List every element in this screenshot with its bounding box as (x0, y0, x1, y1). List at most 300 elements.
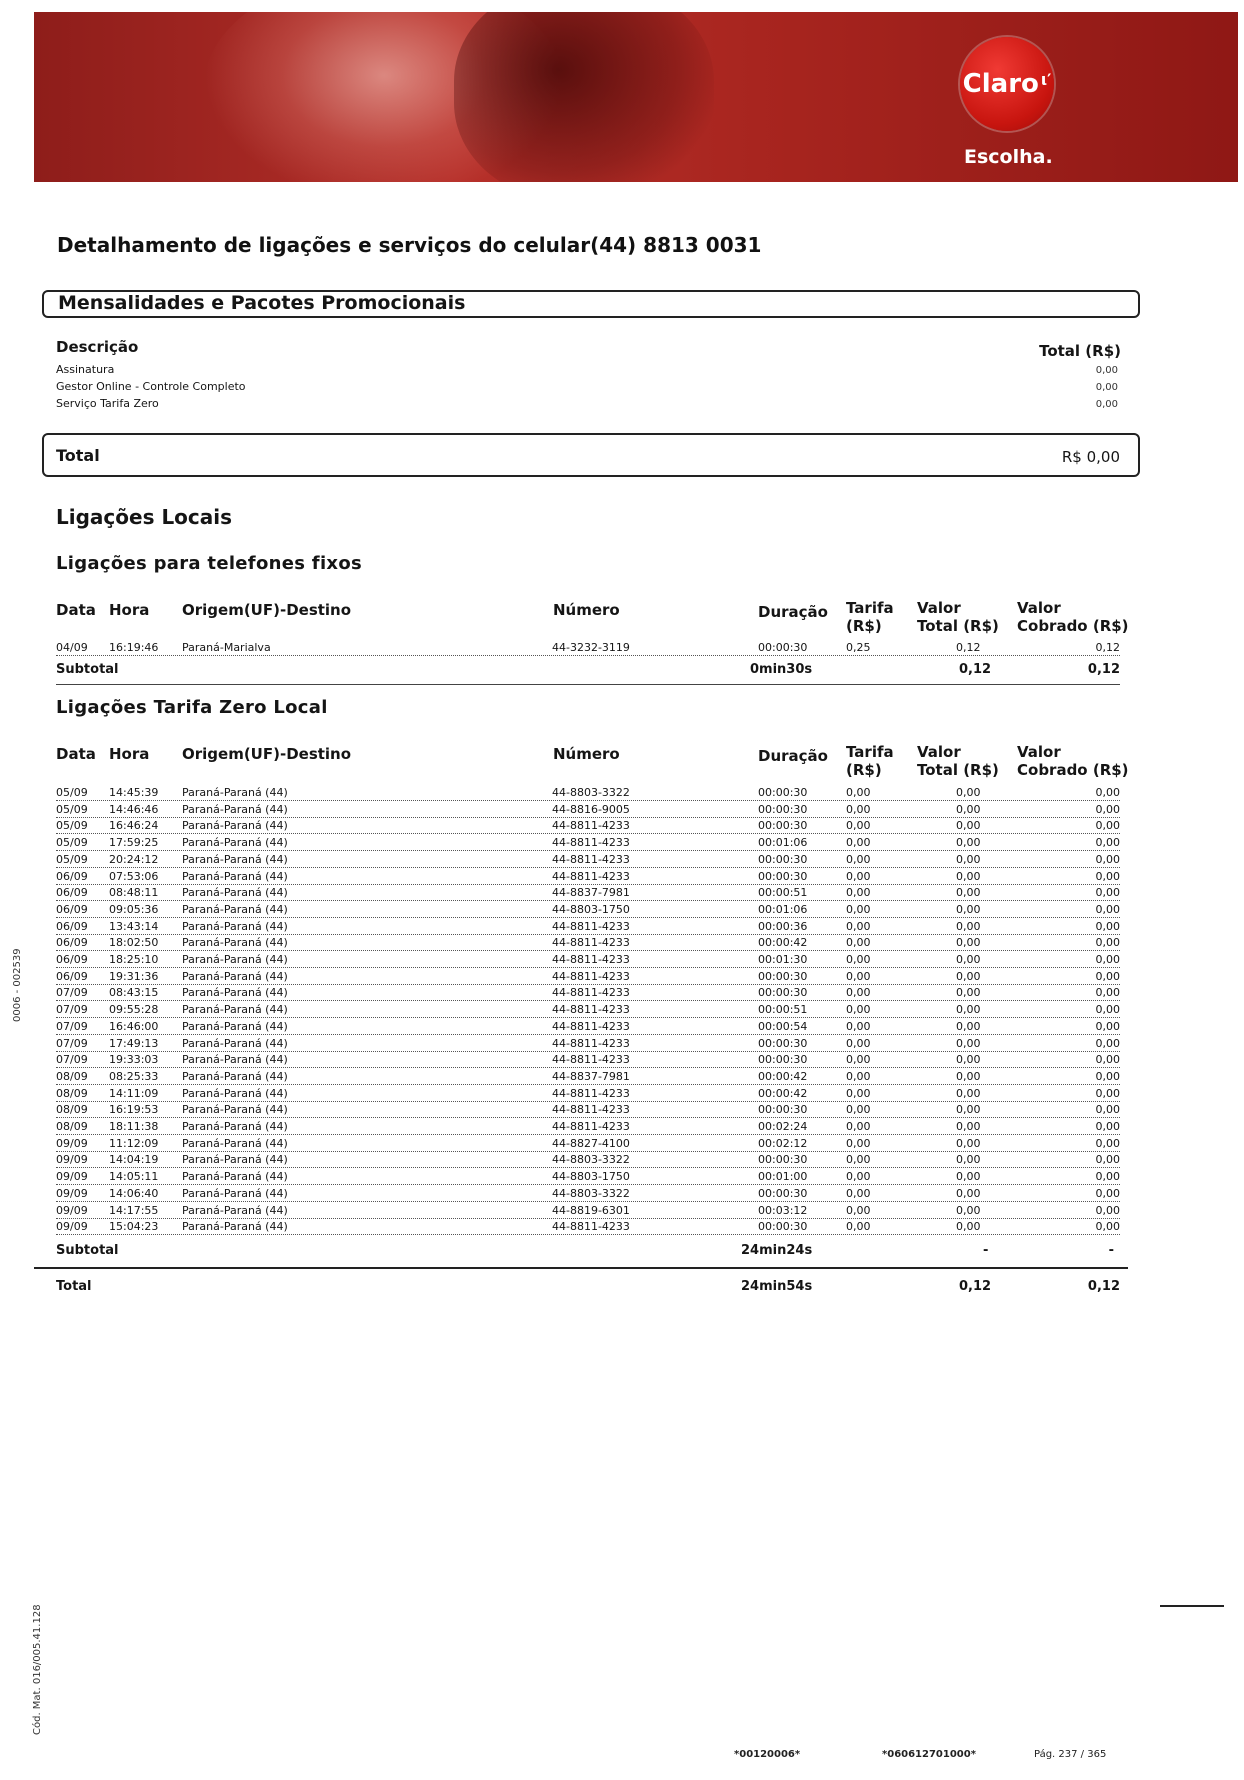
table-row (56, 1034, 1120, 1052)
cell-duracao: 00:00:30 (758, 986, 808, 1000)
cell-duracao: 00:00:54 (758, 1019, 808, 1033)
header-valor-cobrado (1017, 743, 1129, 779)
cell-duracao: 00:00:30 (758, 1036, 808, 1050)
cell-valor-cobrado: 0,00 (1095, 1069, 1120, 1083)
cell-data: 07/09 (56, 1003, 88, 1017)
ligacoes-locais-title: Ligações Locais (56, 505, 233, 529)
cell-hora: 18:25:10 (109, 953, 159, 966)
cell-valor-total: 0,00 (956, 1103, 981, 1117)
cell-tarifa: 0,00 (846, 1136, 871, 1150)
page-title: Detalhamento de ligações e serviços do celular(44) 8813 0031 (57, 233, 762, 257)
mensalidades-total-box (42, 433, 1140, 477)
cell-hora: 11:12:09 (109, 1136, 159, 1150)
cell-origem-destino: Paraná-Paraná (44) (182, 953, 288, 966)
subtotal-label: Subtotal (56, 1243, 119, 1258)
cell-origem-destino: Paraná-Paraná (44) (182, 1120, 288, 1133)
cell-valor-total: 0,00 (956, 1120, 981, 1133)
cell-hora: 19:33:03 (109, 1053, 159, 1067)
cell-origem-destino: Paraná-Paraná (44) (182, 786, 288, 799)
cell-tarifa: 0,00 (846, 1019, 871, 1033)
cell-numero: 44-3232-3119 (552, 641, 630, 654)
mensalidades-header-box (42, 290, 1140, 318)
cell-valor-cobrado: 0,00 (1095, 1103, 1120, 1117)
cell-valor-total: 0,00 (956, 1203, 981, 1217)
cell-numero: 44-8811-4233 (552, 1220, 630, 1234)
table-row (56, 1084, 1120, 1102)
cell-valor-cobrado: 0,00 (1095, 1053, 1120, 1067)
subtotal-valor-total: 0,12 (959, 662, 992, 677)
cell-hora: 17:59:25 (109, 836, 159, 850)
cell-duracao: 00:00:51 (758, 1003, 808, 1017)
cell-data: 09/09 (56, 1186, 88, 1200)
cell-valor-total: 0,00 (956, 1136, 981, 1150)
cell-valor-total: 0,00 (956, 969, 981, 983)
header-tarifa-line1: Tarifa (846, 743, 894, 761)
cell-numero: 44-8837-7981 (552, 886, 630, 900)
header-valor-total (917, 743, 999, 779)
cell-data: 04/09 (56, 641, 88, 654)
cell-tarifa: 0,00 (846, 786, 871, 799)
cell-tarifa: 0,00 (846, 1053, 871, 1067)
header-tarifa (846, 599, 894, 635)
subtotal-valor-cobrado: - (1108, 1243, 1114, 1258)
cell-valor-cobrado: 0,00 (1095, 969, 1120, 983)
cell-hora: 13:43:14 (109, 919, 159, 933)
cell-origem-destino: Paraná-Paraná (44) (182, 1003, 288, 1017)
cell-hora: 14:17:55 (109, 1203, 159, 1217)
cell-numero: 44-8803-3322 (552, 786, 630, 799)
subtotal-duracao: 24min24s (741, 1243, 813, 1258)
cell-valor-cobrado: 0,00 (1095, 869, 1120, 883)
footer-code-2: *060612701000* (882, 1749, 976, 1760)
header-valor-cobrado-line1: Valor (1017, 743, 1061, 761)
cell-origem-destino: Paraná-Paraná (44) (182, 802, 288, 816)
header-numero: Número (553, 745, 620, 763)
cell-valor-cobrado: 0,00 (1095, 802, 1120, 816)
table-row (56, 867, 1120, 885)
cell-valor-total: 0,00 (956, 869, 981, 883)
cell-tarifa: 0,00 (846, 1120, 871, 1133)
header-valor-total-line2: Total (R$) (917, 617, 999, 635)
total-valor-total: 0,12 (959, 1279, 992, 1294)
side-material-code: Cód. Mat. 016/005.41.128 (32, 1604, 43, 1735)
cell-tarifa: 0,00 (846, 1086, 871, 1100)
cell-data: 05/09 (56, 836, 88, 850)
total-label: Total (56, 446, 100, 465)
total-duracao: 24min54s (741, 1279, 813, 1294)
table-row (56, 967, 1120, 985)
total-value: R$ 0,00 (1061, 448, 1120, 466)
cell-valor-cobrado: 0,00 (1095, 953, 1120, 966)
table-row (56, 1201, 1120, 1219)
cell-origem-destino: Paraná-Paraná (44) (182, 969, 288, 983)
cell-numero: 44-8811-4233 (552, 1036, 630, 1050)
cell-data: 06/09 (56, 953, 88, 966)
cell-tarifa: 0,00 (846, 936, 871, 950)
cell-data: 05/09 (56, 786, 88, 799)
cell-origem-destino: Paraná-Paraná (44) (182, 1153, 288, 1167)
cell-tarifa: 0,00 (846, 869, 871, 883)
table-row (56, 900, 1120, 918)
fee-value: 0,00 (1095, 399, 1118, 410)
cell-numero: 44-8811-4233 (552, 1086, 630, 1100)
cell-numero: 44-8811-4233 (552, 836, 630, 850)
cell-tarifa: 0,00 (846, 852, 871, 866)
cell-valor-cobrado: 0,00 (1095, 852, 1120, 866)
cell-numero: 44-8803-3322 (552, 1153, 630, 1167)
cell-valor-cobrado: 0,00 (1095, 1003, 1120, 1017)
fee-description: Assinatura (56, 363, 115, 376)
subtotal-duracao: 0min30s (750, 662, 813, 677)
cell-numero: 44-8811-4233 (552, 1120, 630, 1133)
cell-valor-total: 0,00 (956, 1069, 981, 1083)
cell-origem-destino: Paraná-Paraná (44) (182, 936, 288, 950)
cell-duracao: 00:00:30 (758, 869, 808, 883)
cell-valor-cobrado: 0,00 (1095, 1186, 1120, 1200)
cell-origem-destino: Paraná-Paraná (44) (182, 1186, 288, 1200)
cell-valor-total: 0,00 (956, 936, 981, 950)
cell-numero: 44-8816-9005 (552, 802, 630, 816)
header-valor-total-line1: Valor (917, 743, 961, 761)
cell-origem-destino: Paraná-Paraná (44) (182, 1203, 288, 1217)
cell-valor-cobrado: 0,00 (1095, 1136, 1120, 1150)
header-valor-total (917, 599, 999, 635)
cell-valor-total: 0,00 (956, 786, 981, 799)
cell-origem-destino: Paraná-Paraná (44) (182, 902, 288, 916)
cell-duracao: 00:00:30 (758, 819, 808, 833)
cell-hora: 18:02:50 (109, 936, 159, 950)
table-row (56, 883, 1120, 901)
cell-valor-total: 0,00 (956, 852, 981, 866)
header-origem-destino: Origem(UF)-Destino (182, 601, 352, 619)
cell-duracao: 00:00:42 (758, 1086, 808, 1100)
cell-origem-destino: Paraná-Paraná (44) (182, 1170, 288, 1184)
cell-valor-cobrado: 0,00 (1095, 1120, 1120, 1133)
cell-hora: 08:43:15 (109, 986, 159, 1000)
col-descricao: Descrição (56, 338, 139, 356)
cell-origem-destino: Paraná-Paraná (44) (182, 836, 288, 850)
cell-numero: 44-8811-4233 (552, 852, 630, 866)
table-row (56, 1117, 1120, 1135)
cell-data: 07/09 (56, 1053, 88, 1067)
cell-duracao: 00:00:36 (758, 919, 808, 933)
fee-value: 0,00 (1095, 365, 1118, 376)
cell-valor-cobrado: 0,00 (1095, 986, 1120, 1000)
cell-valor-total: 0,00 (956, 1036, 981, 1050)
cell-data: 09/09 (56, 1170, 88, 1184)
header-data: Data (56, 601, 96, 619)
cell-data: 06/09 (56, 969, 88, 983)
col-total: Total (R$) (1039, 342, 1121, 360)
cell-hora: 16:46:24 (109, 819, 159, 833)
cell-numero: 44-8811-4233 (552, 819, 630, 833)
subtotal-valor-cobrado: 0,12 (1087, 662, 1120, 677)
cell-valor-cobrado: 0,00 (1095, 1203, 1120, 1217)
cell-hora: 20:24:12 (109, 852, 159, 866)
cell-valor-cobrado: 0,00 (1095, 1220, 1120, 1234)
page-number: Pág. 237 / 365 (1034, 1749, 1107, 1760)
logo-text: Claro (962, 69, 1039, 99)
header-hora: Hora (109, 601, 150, 619)
cell-hora: 14:04:19 (109, 1153, 159, 1167)
cell-numero: 44-8819-6301 (552, 1203, 630, 1217)
cell-valor-total: 0,00 (956, 802, 981, 816)
cell-data: 05/09 (56, 852, 88, 866)
cell-valor-total: 0,00 (956, 1003, 981, 1017)
cell-duracao: 00:01:06 (758, 836, 808, 850)
cell-valor-cobrado: 0,00 (1095, 902, 1120, 916)
table-row (56, 1167, 1120, 1185)
header-valor-cobrado (1017, 599, 1129, 635)
cell-origem-destino: Paraná-Paraná (44) (182, 919, 288, 933)
header-tarifa (846, 743, 894, 779)
header-tarifa-line2: (R$) (846, 617, 882, 635)
table-row (56, 1050, 1120, 1068)
cell-origem-destino: Paraná-Paraná (44) (182, 819, 288, 833)
cell-data: 08/09 (56, 1120, 88, 1133)
cell-origem-destino: Paraná-Marialva (182, 641, 271, 654)
cell-duracao: 00:02:24 (758, 1120, 808, 1133)
cell-hora: 14:45:39 (109, 786, 159, 799)
cell-numero: 44-8811-4233 (552, 986, 630, 1000)
cell-origem-destino: Paraná-Paraná (44) (182, 1103, 288, 1117)
cell-duracao: 00:00:42 (758, 936, 808, 950)
table-row (56, 1217, 1120, 1235)
cell-valor-total: 0,00 (956, 1186, 981, 1200)
table-row (56, 850, 1120, 868)
cell-hora: 14:06:40 (109, 1186, 159, 1200)
cell-hora: 09:05:36 (109, 902, 159, 916)
cell-tarifa: 0,00 (846, 1003, 871, 1017)
cell-tarifa: 0,00 (846, 1036, 871, 1050)
cell-hora: 08:48:11 (109, 886, 159, 900)
footer-code-1: *00120006* (734, 1749, 801, 1760)
table-row (56, 983, 1120, 1001)
cell-data: 09/09 (56, 1136, 88, 1150)
cell-hora: 14:05:11 (109, 1170, 159, 1184)
cell-numero: 44-8803-1750 (552, 902, 630, 916)
cell-data: 06/09 (56, 869, 88, 883)
table-row (56, 1100, 1120, 1118)
cell-tarifa: 0,00 (846, 819, 871, 833)
cell-valor-total: 0,00 (956, 1170, 981, 1184)
cell-valor-cobrado: 0,00 (1095, 1036, 1120, 1050)
divider (34, 1267, 1128, 1269)
cell-valor-cobrado: 0,00 (1095, 936, 1120, 950)
side-code: 0006 - 002539 (12, 948, 23, 1022)
cell-numero: 44-8803-3322 (552, 1186, 630, 1200)
cell-duracao: 00:00:30 (758, 1103, 808, 1117)
header-origem-destino: Origem(UF)-Destino (182, 745, 352, 763)
cell-numero: 44-8811-4233 (552, 869, 630, 883)
fee-description: Serviço Tarifa Zero (56, 397, 159, 410)
cell-hora: 07:53:06 (109, 869, 159, 883)
fixos-title: Ligações para telefones fixos (56, 553, 362, 574)
header-numero: Número (553, 601, 620, 619)
cell-valor-total: 0,00 (956, 1086, 981, 1100)
cell-tarifa: 0,00 (846, 886, 871, 900)
table-row (56, 917, 1120, 935)
table-row (56, 1000, 1120, 1018)
cell-hora: 17:49:13 (109, 1036, 159, 1050)
cell-numero: 44-8811-4233 (552, 1019, 630, 1033)
cell-tarifa: 0,00 (846, 902, 871, 916)
cell-data: 09/09 (56, 1203, 88, 1217)
table-row (56, 1067, 1120, 1085)
cell-data: 06/09 (56, 936, 88, 950)
cell-numero: 44-8811-4233 (552, 936, 630, 950)
table-row (56, 783, 1120, 801)
cell-duracao: 00:00:51 (758, 886, 808, 900)
cell-valor-total: 0,00 (956, 1019, 981, 1033)
cell-numero: 44-8837-7981 (552, 1069, 630, 1083)
cell-data: 08/09 (56, 1069, 88, 1083)
cell-valor-cobrado: 0,00 (1095, 1086, 1120, 1100)
cell-valor-total: 0,00 (956, 1053, 981, 1067)
cell-valor-total: 0,00 (956, 919, 981, 933)
cell-numero: 44-8811-4233 (552, 1003, 630, 1017)
table-row (56, 638, 1120, 656)
table-row (56, 1150, 1120, 1168)
total-valor-cobrado: 0,12 (1087, 1279, 1120, 1294)
table-row (56, 1184, 1120, 1202)
header-hora: Hora (109, 745, 150, 763)
cell-hora: 15:04:23 (109, 1220, 159, 1234)
cell-duracao: 00:01:30 (758, 953, 808, 966)
cell-duracao: 00:00:30 (758, 1153, 808, 1167)
cell-origem-destino: Paraná-Paraná (44) (182, 1036, 288, 1050)
cell-origem-destino: Paraná-Paraná (44) (182, 869, 288, 883)
header-duracao: Duração (758, 747, 828, 765)
cell-valor-cobrado: 0,00 (1095, 836, 1120, 850)
header-tarifa-line1: Tarifa (846, 599, 894, 617)
cell-valor-cobrado: 0,00 (1095, 786, 1120, 799)
cell-data: 07/09 (56, 1036, 88, 1050)
cell-data: 06/09 (56, 886, 88, 900)
cell-valor-cobrado: 0,00 (1095, 819, 1120, 833)
cell-hora: 16:46:00 (109, 1019, 159, 1033)
cell-valor-cobrado: 0,00 (1095, 1170, 1120, 1184)
cell-origem-destino: Paraná-Paraná (44) (182, 886, 288, 900)
header-valor-cobrado-line2: Cobrado (R$) (1017, 617, 1129, 635)
cell-tarifa: 0,00 (846, 836, 871, 850)
cell-hora: 16:19:46 (109, 641, 159, 654)
cell-hora: 09:55:28 (109, 1003, 159, 1017)
table-row (56, 933, 1120, 951)
fee-description: Gestor Online - Controle Completo (56, 380, 246, 393)
table-row (56, 950, 1120, 968)
cell-tarifa: 0,00 (846, 1186, 871, 1200)
subtotal-valor-total: - (983, 1243, 989, 1258)
cell-valor-cobrado: 0,00 (1095, 886, 1120, 900)
cell-numero: 44-8811-4233 (552, 969, 630, 983)
cell-hora: 08:25:33 (109, 1069, 159, 1083)
cell-valor-total: 0,00 (956, 819, 981, 833)
cell-valor-cobrado: 0,12 (1095, 641, 1120, 654)
cell-data: 06/09 (56, 919, 88, 933)
table-row (56, 816, 1120, 834)
header-banner (34, 12, 1238, 182)
cell-numero: 44-8811-4233 (552, 919, 630, 933)
cell-numero: 44-8827-4100 (552, 1136, 630, 1150)
cell-valor-total: 0,00 (956, 1220, 981, 1234)
cell-tarifa: 0,00 (846, 919, 871, 933)
cell-origem-destino: Paraná-Paraná (44) (182, 986, 288, 1000)
cell-origem-destino: Paraná-Paraná (44) (182, 1069, 288, 1083)
claro-logo (960, 37, 1054, 131)
cell-tarifa: 0,00 (846, 969, 871, 983)
table-row (56, 833, 1120, 851)
table-row (56, 1017, 1120, 1035)
subtotal-label: Subtotal (56, 662, 119, 677)
cell-data: 05/09 (56, 819, 88, 833)
cell-data: 08/09 (56, 1103, 88, 1117)
mensalidades-title: Mensalidades e Pacotes Promocionais (58, 292, 466, 314)
cell-hora: 19:31:36 (109, 969, 159, 983)
cell-data: 05/09 (56, 802, 88, 816)
cell-numero: 44-8811-4233 (552, 1053, 630, 1067)
cell-valor-cobrado: 0,00 (1095, 1153, 1120, 1167)
header-valor-total-line1: Valor (917, 599, 961, 617)
cell-tarifa: 0,00 (846, 1203, 871, 1217)
cell-origem-destino: Paraná-Paraná (44) (182, 852, 288, 866)
cell-valor-total: 0,00 (956, 886, 981, 900)
cell-numero: 44-8803-1750 (552, 1170, 630, 1184)
cell-valor-total: 0,00 (956, 902, 981, 916)
cell-data: 07/09 (56, 986, 88, 1000)
cell-origem-destino: Paraná-Paraná (44) (182, 1086, 288, 1100)
banner-slogan: Escolha. (964, 146, 1053, 168)
cell-duracao: 00:00:30 (758, 802, 808, 816)
banner-photo-hair (454, 12, 714, 182)
table-row (56, 800, 1120, 818)
divider (56, 684, 1120, 685)
cell-duracao: 00:00:42 (758, 1069, 808, 1083)
cell-hora: 18:11:38 (109, 1120, 159, 1133)
cell-data: 07/09 (56, 1019, 88, 1033)
cell-tarifa: 0,00 (846, 1220, 871, 1234)
cell-origem-destino: Paraná-Paraná (44) (182, 1053, 288, 1067)
cell-duracao: 00:01:00 (758, 1170, 808, 1184)
cell-data: 06/09 (56, 902, 88, 916)
cell-valor-total: 0,00 (956, 1153, 981, 1167)
header-tarifa-line2: (R$) (846, 761, 882, 779)
cell-duracao: 00:02:12 (758, 1136, 808, 1150)
cell-hora: 16:19:53 (109, 1103, 159, 1117)
cell-duracao: 00:00:30 (758, 1220, 808, 1234)
cell-hora: 14:46:46 (109, 802, 159, 816)
tarifa-zero-title: Ligações Tarifa Zero Local (56, 697, 328, 718)
cell-tarifa: 0,00 (846, 802, 871, 816)
cell-numero: 44-8811-4233 (552, 953, 630, 966)
cell-valor-total: 0,00 (956, 836, 981, 850)
cell-tarifa: 0,00 (846, 953, 871, 966)
cell-tarifa: 0,00 (846, 1153, 871, 1167)
cell-duracao: 00:03:12 (758, 1203, 808, 1217)
fee-value: 0,00 (1095, 382, 1118, 393)
header-data: Data (56, 745, 96, 763)
header-valor-cobrado-line1: Valor (1017, 599, 1061, 617)
cell-data: 08/09 (56, 1086, 88, 1100)
cell-origem-destino: Paraná-Paraná (44) (182, 1136, 288, 1150)
cell-tarifa: 0,25 (846, 641, 871, 654)
total-label: Total (56, 1279, 92, 1294)
cell-duracao: 00:00:30 (758, 786, 808, 799)
cell-tarifa: 0,00 (846, 986, 871, 1000)
cell-origem-destino: Paraná-Paraná (44) (182, 1019, 288, 1033)
header-valor-cobrado-line2: Cobrado (R$) (1017, 761, 1129, 779)
cell-valor-total: 0,12 (956, 641, 981, 654)
